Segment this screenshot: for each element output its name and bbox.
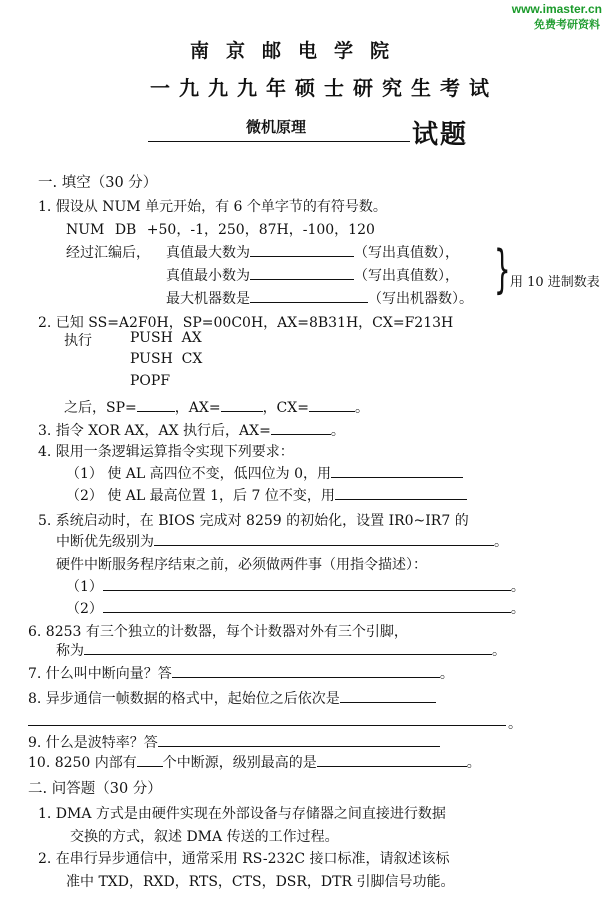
s2-q2-line2: 准中 TXD，RXD，RTS，CTS，DSR，DTR 引脚信号功能。 [66,874,455,890]
q1-data-line: NUM DB +50，-1，250，87H，-100，120 [66,222,375,238]
q3-text: 3. 指令 XOR AX，AX 执行后，AX= 。 [38,423,345,439]
s2-q1-line2: 交换的方式，叙述 DMA 传送的工作过程。 [70,829,339,845]
q10-text: 10. 8250 内部有 个中断源，级别最高的是 。 [28,755,481,771]
brace-icon: } [494,240,511,300]
blank-q8[interactable] [340,690,436,703]
blank-q9[interactable] [158,734,440,747]
s2-q1-line1: 1. DMA 方式是由硬件实现在外部设备与存储器之间直接进行数据 [38,806,446,822]
blank-q3[interactable] [271,422,331,435]
blank-q10-highest[interactable] [317,754,467,767]
q2-exec: 执行 [64,333,92,349]
q4-item-2: （2） 使 AL 最高位置 1，后 7 位不变，用 [66,485,467,505]
q8-text: 8. 异步通信一帧数据的格式中，起始位之后依次是 [28,688,436,708]
blank-min-true[interactable] [250,267,354,280]
blank-cx[interactable] [309,399,355,412]
q1-stem: 1. 假设从 NUM 单元开始，有 6 个单字节的有符号数。 [38,199,387,215]
blank-q5-2[interactable] [103,600,511,613]
q6-line1: 6. 8253 有三个独立的计数器，每个计数器对外有三个引脚， [28,624,408,640]
blank-ax[interactable] [221,399,263,412]
q5-item-1: （1） 。 [66,579,525,595]
q5-line3: 硬件中断服务程序结束之前，必须做两件事（用指令描述）： [56,557,427,573]
q7-text: 7. 什么叫中断向量？答 。 [28,666,454,682]
subject-underline [148,141,410,142]
school-name: 南京邮电学院 [190,40,407,62]
blank-q4-1[interactable] [331,465,463,478]
q8-period: 。 [508,716,522,732]
q2-code-line: POPF [130,373,171,389]
watermark-tagline: 免费考研资料 [534,18,600,31]
blank-max-machine[interactable] [250,290,368,303]
q6-line2: 称为 。 [56,643,506,659]
subject-name: 微机原理 [246,118,307,136]
blank-q4-2[interactable] [335,487,467,500]
paper-label: 试题 [412,120,469,150]
q4-item-1: （1） 使 AL 高四位不变，低四位为 0，用 [66,463,463,483]
q5-item-2: （2） 。 [66,601,525,617]
q1-row-machine: 最大机器数是 （写出机器数）。 [166,291,473,307]
q5-line2: 中断优先级别为 。 [56,534,508,550]
blank-q5-1[interactable] [103,578,511,591]
section1-heading: 一. 填空（30 分） [38,175,158,191]
blank-q5-priority[interactable] [154,533,494,546]
q2-answers: 之后，SP= ，AX= ，CX= 。 [64,400,369,416]
blank-max-true[interactable] [250,244,354,257]
q1-row-max: 真值最大数为 （写出真值数）， [166,245,459,261]
q4-stem: 4. 限用一条逻辑运算指令实现下列要求： [38,444,294,460]
q1-row-min: 真值最小数为 （写出真值数）， [166,268,459,284]
section2-heading: 二. 问答题（30 分） [28,781,162,797]
q2-code-line: PUSH AX [130,330,202,346]
blank-q7[interactable] [172,665,440,678]
blank-sp[interactable] [137,399,175,412]
q2-code-line: PUSH CX [130,351,203,367]
q5-stem: 5. 系统启动时，在 BIOS 完成对 8259 的初始化，设置 IR0~IR7 的 [38,513,469,529]
q2-stem: 2. 已知 SS=A2F0H，SP=00C0H，AX=8B31H，CX=F213H [38,315,454,331]
q8-answer-line[interactable] [28,725,506,726]
q1-lead: 经过汇编后， [66,245,150,261]
q9-text: 9. 什么是波特率？答 [28,732,440,752]
watermark-site: www.imaster.cn [511,2,602,16]
s2-q2-line1: 2. 在串行异步通信中，通常采用 RS-232C 接口标准，请叙述该标 [38,851,450,867]
exam-title: 一九九九年硕士研究生考试 [150,76,498,100]
blank-q6[interactable] [84,642,492,655]
blank-q10-count[interactable] [137,754,163,767]
q1-brace-note: 用 10 进制数表 [510,275,600,290]
